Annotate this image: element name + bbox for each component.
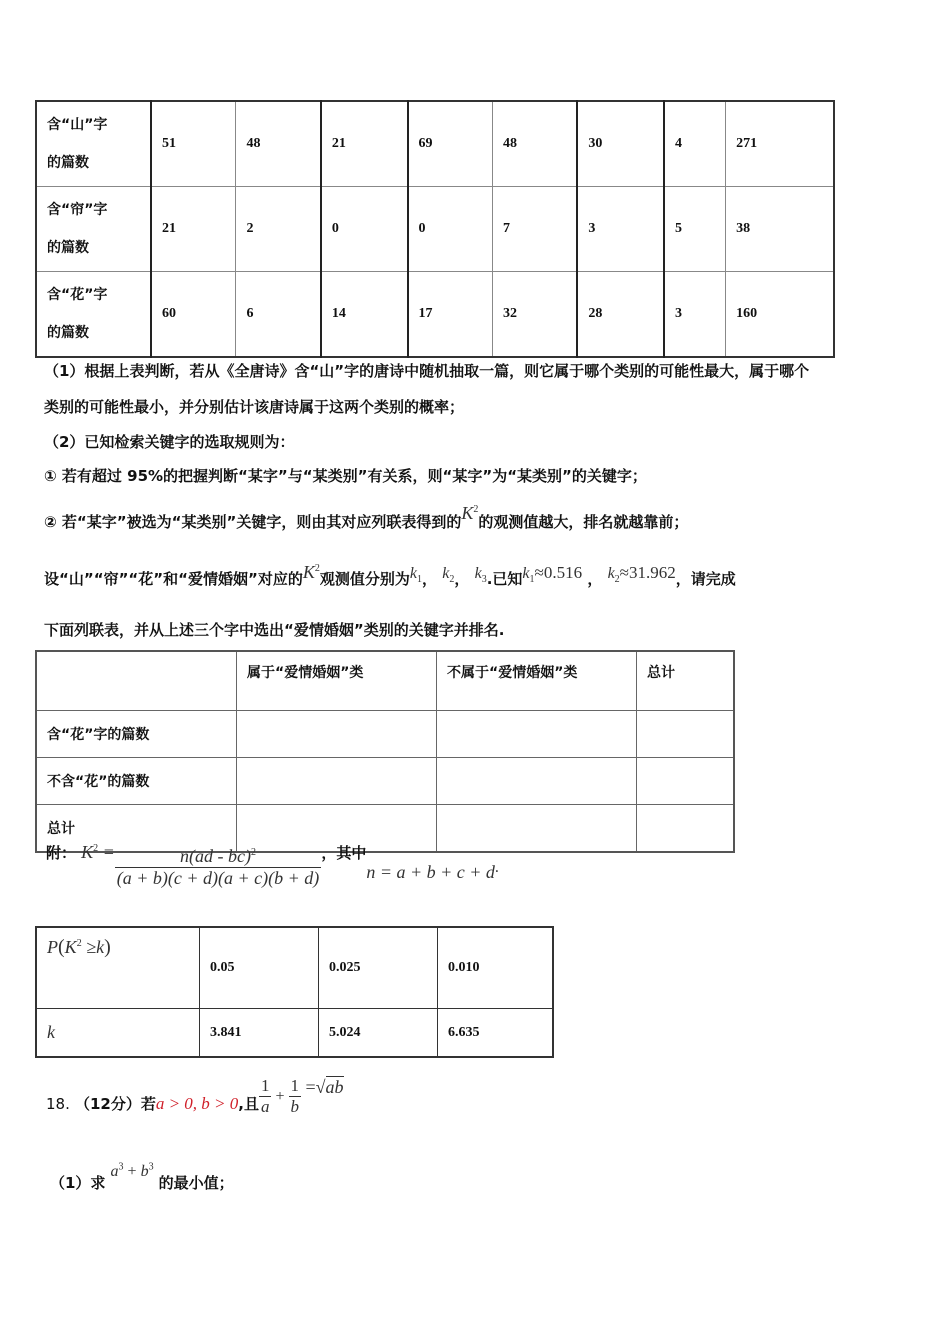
table-row [36, 1009, 553, 1058]
table-cell: 14 [321, 272, 408, 358]
row-label: 含“花”字的篇数 [36, 711, 237, 758]
set-text: ，请完成 [675, 570, 736, 588]
row-header [36, 187, 151, 272]
table-cell: 28 [577, 272, 664, 358]
table-cell: 38 [726, 187, 834, 272]
table-row [36, 101, 834, 187]
k-squared-symbol: $K^2$ [461, 503, 479, 523]
row-label: 的篇数 [47, 240, 89, 256]
numerator: 1 [290, 1076, 300, 1095]
table-cell: 60 [151, 272, 236, 358]
appendix-label: 附： [46, 844, 77, 862]
numerator-text: n(ad - bc) [180, 846, 252, 866]
k-squared-symbol: $K^2$ [302, 562, 320, 582]
table-cell: 0 [408, 187, 493, 272]
question-2-intro: （2）已知检索关键字的选取规则为： [44, 433, 295, 451]
table-cell: 3 [664, 272, 726, 358]
table-cell: 4 [664, 101, 726, 187]
problem-number: 18. [46, 1095, 70, 1113]
table-row [36, 805, 734, 853]
question-1-line-1: （1）根据上表判断，若从《全唐诗》含“山”字的唐诗中随机抽取一篇，则它属于哪个类别的可能性最大，属于哪个 [44, 362, 810, 380]
table-cell: 17 [408, 272, 493, 358]
set-text: 观测值分别为 [319, 570, 410, 588]
set-text: 设“山”“帘”“花”和“爱情婚姻”对应的 [44, 570, 303, 588]
input-cell[interactable] [437, 758, 637, 805]
rule-1: ① 若有超过 95%的把握判断“某字”与“某类别”有关系，则“某字”为“某类别”的关键字； [44, 467, 647, 485]
fraction-1-over-a [259, 1076, 272, 1117]
row-header [36, 272, 151, 358]
part-1-suffix: 的最小值； [158, 1174, 234, 1192]
problem-points: （12分）若 [74, 1095, 156, 1113]
where-text: ，其中 [321, 844, 367, 862]
critical-value-table [35, 926, 554, 1058]
table-cell: 48 [492, 101, 577, 187]
table-cell: 0.010 [438, 927, 554, 1009]
header-cell: 不属于“爱情婚姻”类 [437, 651, 637, 711]
and-text: ,且 [238, 1095, 259, 1113]
table-cell: 271 [726, 101, 834, 187]
poem-count-table [35, 100, 835, 358]
k-squared-symbol: $K^2$ = [81, 842, 115, 862]
problem-18-part-1 [50, 1160, 234, 1192]
denominator: b [290, 1097, 300, 1116]
formula-fraction [115, 846, 322, 889]
part-1-prefix: （1）求 [50, 1174, 106, 1192]
header-cell: 总计 [637, 651, 735, 711]
table-cell: 0 [321, 187, 408, 272]
contingency-table [35, 650, 735, 853]
question-2-last-line: 下面列联表，并从上述三个字中选出“爱情婚姻”类别的关键字并排名. [44, 621, 505, 639]
k3-symbol: $k_3$ [474, 565, 487, 586]
row-header [36, 101, 151, 187]
question-1-line-2: 类别的可能性最小，并分别估计该唐诗属于这两个类别的概率； [44, 398, 465, 416]
condition-expression: a > 0, b > 0 [155, 1094, 239, 1113]
table-row [36, 187, 834, 272]
input-cell[interactable] [237, 758, 437, 805]
input-cell[interactable] [237, 711, 437, 758]
row-label: 不含“花”的篇数 [36, 758, 237, 805]
row-label: 的篇数 [47, 325, 89, 341]
table-cell: 51 [151, 101, 236, 187]
table-header-row [36, 651, 734, 711]
table-cell: 30 [577, 101, 664, 187]
table-cell: 5.024 [319, 1009, 438, 1058]
k-symbol: k [47, 1022, 55, 1042]
table-cell: 21 [151, 187, 236, 272]
k2-symbol: $k_2$ [607, 565, 620, 586]
k2-symbol: $k_2$ [442, 565, 455, 586]
k-values-line: 设“山”“帘”“花”和“爱情婚姻”对应的$K^2$观测值分别为$k_1$， $k_2$， $k_3$.已知$k_1\approx 0.516$ ， $k_2\approx 31.962$，请完成 [44, 562, 736, 588]
table-cell: 3 [577, 187, 664, 272]
input-cell[interactable] [437, 711, 637, 758]
rule-2-text: 的观测值越大，排名就越靠前； [478, 513, 689, 531]
row-label: 含“花”字 [47, 287, 108, 303]
k1-value: ≈0.516 [534, 563, 583, 582]
input-cell[interactable] [437, 805, 637, 853]
k1-symbol: $k_1$ [522, 565, 535, 586]
header-cell: 属于“爱情婚姻”类 [237, 651, 437, 711]
k-label [36, 1009, 200, 1058]
table-cell: 0.05 [200, 927, 319, 1009]
table-cell: 7 [492, 187, 577, 272]
period: . [494, 859, 499, 876]
table-cell: 48 [236, 101, 321, 187]
table-cell: 6 [236, 272, 321, 358]
table-cell: 69 [408, 101, 493, 187]
appendix-formula [46, 842, 499, 889]
table-row [36, 758, 734, 805]
k1-symbol: $k_1$ [409, 565, 423, 586]
rule-2 [44, 503, 689, 532]
table-cell: 5 [664, 187, 726, 272]
table-row [36, 927, 553, 1009]
row-label: 总计 [36, 805, 237, 853]
formula-numerator: n(ad - bc)$^2$ [115, 846, 322, 868]
formula-denominator: (a + b)(c + d)(a + c)(b + d) [116, 868, 320, 888]
table-cell: 0.025 [319, 927, 438, 1009]
table-cell: 21 [321, 101, 408, 187]
header-cell [36, 651, 237, 711]
known-text: .已知 [486, 570, 523, 588]
problem-18: 18. （12分）若a > 0, b > 0,且 $\frac{1}{a}$ + $\frac{1}{b}$ =√ab [46, 1076, 344, 1116]
table-cell: 6.635 [438, 1009, 554, 1058]
numerator: 1 [260, 1076, 270, 1095]
sqrt-ab: =√ab [301, 1077, 344, 1097]
table-cell: 32 [492, 272, 577, 358]
table-cell: 160 [726, 272, 834, 358]
table-row [36, 272, 834, 358]
table-row [36, 711, 734, 758]
cube-sum-expression: $a^3 + b^3$ [110, 1161, 154, 1180]
fraction-1-over-b [289, 1076, 302, 1117]
probability-label: $P(K^2 \ge k)$ [36, 927, 200, 1009]
input-cell[interactable] [637, 758, 735, 805]
row-label: 含“帘”字 [47, 202, 108, 218]
table-cell: 2 [236, 187, 321, 272]
k2-value: ≈31.962 [619, 563, 676, 582]
row-label: 含“山”字 [47, 117, 108, 133]
input-cell[interactable] [637, 711, 735, 758]
table-cell: 3.841 [200, 1009, 319, 1058]
row-label: 的篇数 [47, 155, 89, 171]
n-definition: n = a + b + c + d [366, 862, 495, 882]
rule-2-text: ② 若“某字”被选为“某类别”关键字，则由其对应列联表得到的 [44, 513, 462, 531]
denominator: a [260, 1097, 270, 1116]
input-cell[interactable] [637, 805, 735, 853]
